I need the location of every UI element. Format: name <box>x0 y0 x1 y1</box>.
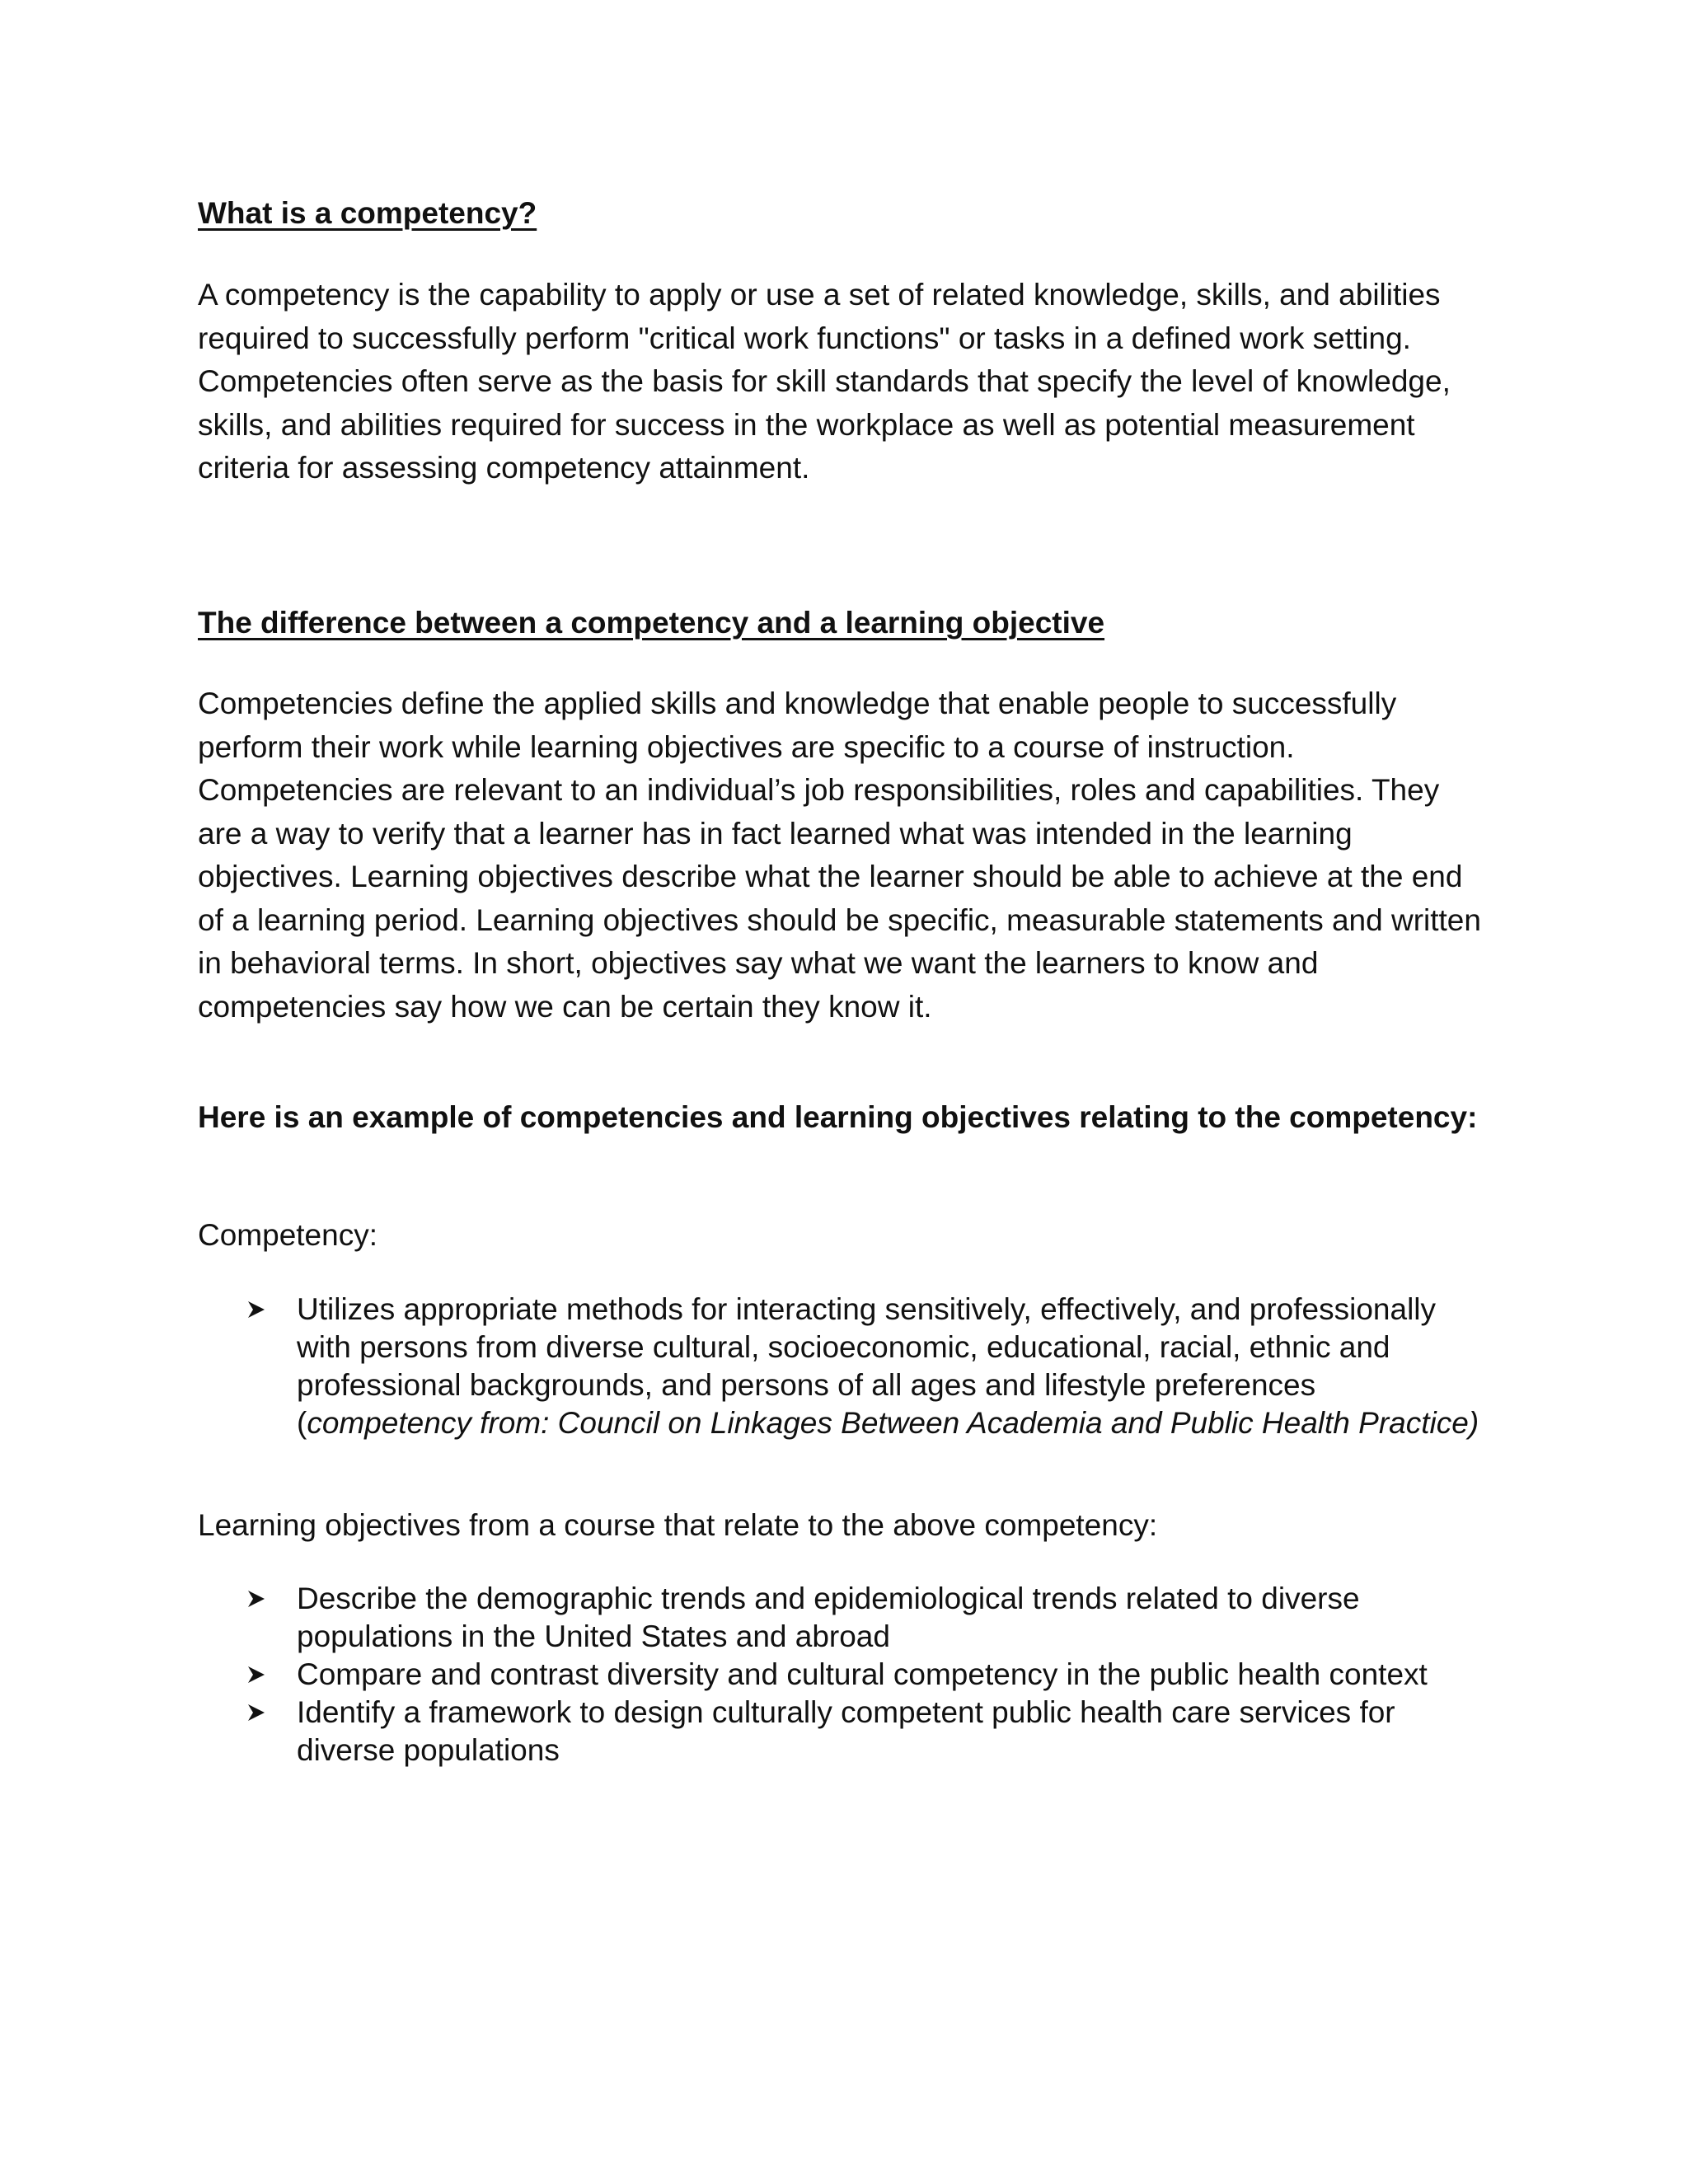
arrow-bullet-icon <box>247 1580 280 1618</box>
objectives-label: Learning objectives from a course that relate to the above competency: <box>198 1508 1158 1542</box>
difference-paragraph: Competencies define the applied skills and knowledge that enable people to successfully perform their work while learning objectives are specific to a course of instruction. Competencies are relevant to an individual’s job responsibilities, roles and capabilities. They are a way to verify that a learner has in fact learned what was intended in the learning objectives. Learning objectives describe what the learner should be able to achieve at the end of a learning period. Learning objectives should be specific, measurable statements and written in behavioral terms. In short, objectives say what we want the learners to know and competencies say how we can be certain they know it. <box>198 687 1481 1024</box>
objective-text: Describe the demographic trends and epidemiological trends related to diverse populations in the United States and abroad <box>297 1582 1360 1653</box>
objective-list-item <box>247 1694 1484 1769</box>
objective-text: Compare and contrast diversity and cultural competency in the public health context <box>297 1657 1428 1691</box>
competency-list <box>247 1291 1484 1442</box>
example-intro: Here is an example of competencies and learning objectives relating to the competency: <box>198 1100 1478 1134</box>
heading-what-is-competency: What is a competency? <box>198 196 537 230</box>
competency-label: Competency: <box>198 1218 377 1252</box>
arrow-bullet-icon <box>247 1291 280 1329</box>
competency-source: competency from: Council on Linkages Between Academia and Public Health Practice) <box>307 1406 1479 1440</box>
objective-list-item <box>247 1580 1484 1656</box>
objective-list-item <box>247 1656 1484 1694</box>
objectives-list <box>247 1580 1484 1769</box>
competency-definition-paragraph: A competency is the capability to apply or use a set of related knowledge, skills, and abilities required to successfully perform "critical work functions" or tasks in a defined work setting. Competencies often serve as the basis for skill standards that specify the level of knowledge, skills, and abilities required for success in the workplace as well as potential measurement criteria for assessing competency attainment. <box>198 278 1451 485</box>
competency-list-item <box>247 1291 1484 1442</box>
objective-text: Identify a framework to design culturally competent public health care services for diverse populations <box>297 1695 1395 1767</box>
competency-item-text: Utilizes appropriate methods for interacting sensitively, effectively, and professionally with persons from diverse cultural, socioeconomic, educational, racial, ethnic and professional backgrounds, and persons of all ages and lifestyle preferences ( <box>297 1292 1437 1440</box>
arrow-bullet-icon <box>247 1656 280 1694</box>
arrow-bullet-icon <box>247 1694 280 1732</box>
heading-competency-vs-objective: The difference between a competency and a learning objective <box>198 606 1105 640</box>
